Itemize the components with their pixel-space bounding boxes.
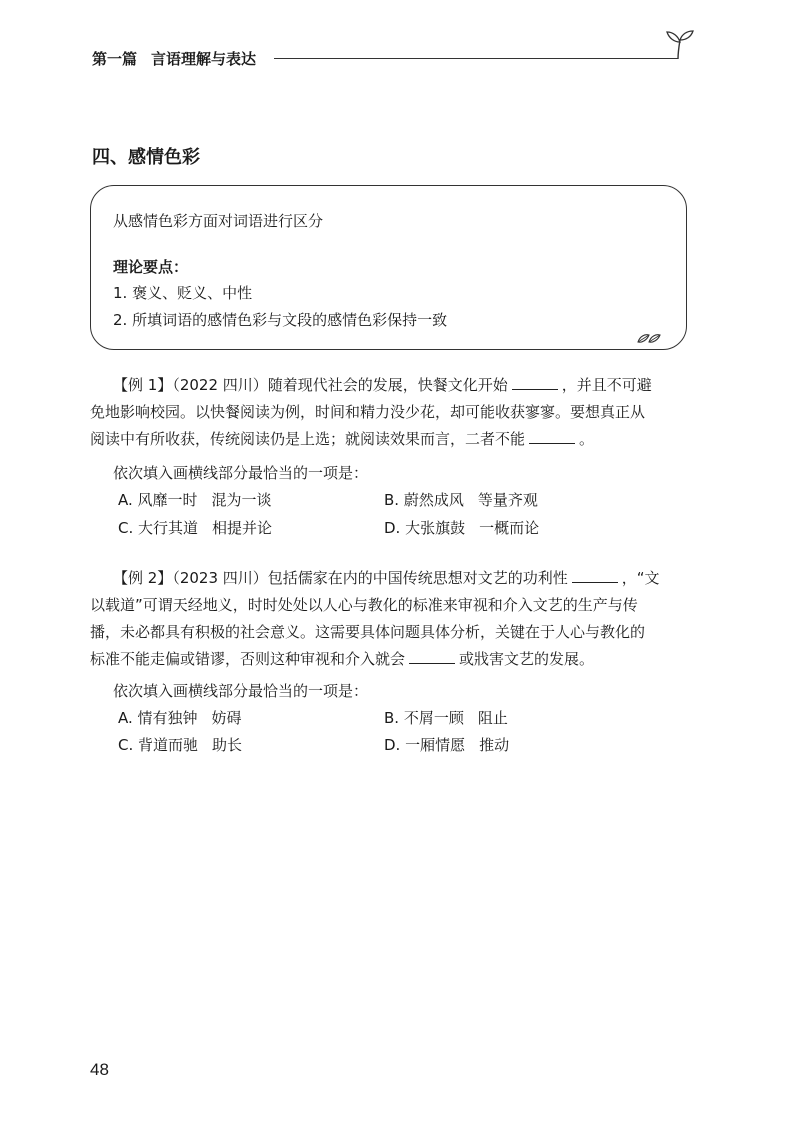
- box-subtitle: 理论要点：: [113, 258, 189, 276]
- leaf-ornament-icon: [636, 332, 664, 346]
- page-number: 48: [90, 1060, 109, 1079]
- stem-text: ，并且不可避: [561, 376, 652, 394]
- option-word2: 混为一谈: [211, 491, 272, 509]
- option-word1: C. 背道而驰: [118, 736, 199, 754]
- running-header: [92, 48, 256, 69]
- stem-text: 包括儒家在内的中国传统思想对文艺的功利性: [267, 569, 568, 587]
- option-d[interactable]: [384, 734, 509, 755]
- header-rule: [274, 58, 678, 59]
- header-part: 第一篇: [92, 50, 138, 68]
- option-word1: C. 大行其道: [118, 519, 199, 537]
- stem-text: 播，未必都具有积极的社会意义。这需要具体问题具体分析，关键在于人心与教化的: [90, 623, 646, 641]
- option-word2: 一概而论: [479, 519, 540, 537]
- fill-blank: [512, 373, 558, 390]
- question-source: （2023 四川）: [172, 569, 268, 587]
- option-d[interactable]: [384, 517, 539, 538]
- stem-text: 。: [579, 430, 595, 448]
- option-word2: 妨碍: [211, 709, 242, 727]
- option-word2: 相提并论: [212, 519, 273, 537]
- option-c[interactable]: [118, 517, 272, 538]
- option-word1: D. 一厢情愿: [384, 736, 466, 754]
- stem-text: 以载道”可谓天经地义，时时处处以人心与教化的标准来审视和介入文艺的生产与传: [90, 596, 638, 614]
- fill-blank: [529, 427, 575, 444]
- question-tag: 【例 2】: [113, 569, 173, 587]
- question-tag: 【例 1】: [113, 376, 173, 394]
- section-title: 四、感情色彩: [92, 147, 200, 168]
- option-word1: A. 风靡一时: [118, 491, 198, 509]
- stem-text: 随着现代社会的发展，快餐文化开始: [267, 376, 508, 394]
- option-a[interactable]: [118, 707, 242, 728]
- option-word1: D. 大张旗鼓: [384, 519, 466, 537]
- option-word1: B. 蔚然成风: [384, 491, 464, 509]
- option-b[interactable]: [384, 707, 508, 728]
- option-a[interactable]: [118, 489, 272, 510]
- question-2-stem: [90, 565, 693, 673]
- question-prompt: 依次填入画横线部分最恰当的一项是：: [113, 682, 369, 700]
- stem-line: [90, 646, 693, 673]
- option-word2: 助长: [212, 736, 243, 754]
- stem-text: 免地影响校园。以快餐阅读为例，时间和精力没少花，却可能收获寥寥。要想真正从: [90, 403, 646, 421]
- stem-text: 阅读中有所收获，传统阅读仍是上选；就阅读效果而言，二者不能: [90, 430, 526, 448]
- box-item: 2. 所填词语的感情色彩与文段的感情色彩保持一致: [113, 311, 448, 329]
- box-title: 从感情色彩方面对词语进行区分: [113, 212, 324, 230]
- question-source: （2022 四川）: [172, 376, 268, 394]
- stem-text: 或戕害文艺的发展。: [459, 650, 595, 668]
- stem-text: 标准不能走偏或错谬，否则这种审视和介入就会: [90, 650, 406, 668]
- option-c[interactable]: [118, 734, 242, 755]
- sprout-icon: [662, 28, 696, 60]
- stem-line: [90, 426, 693, 453]
- option-word1: B. 不屑一顾: [384, 709, 464, 727]
- question-prompt: 依次填入画横线部分最恰当的一项是：: [113, 464, 369, 482]
- option-b[interactable]: [384, 489, 538, 510]
- fill-blank: [409, 647, 455, 664]
- option-word1: A. 情有独钟: [118, 709, 198, 727]
- option-word2: 等量齐观: [477, 491, 538, 509]
- header-title: 言语理解与表达: [151, 50, 257, 68]
- box-item: 1. 褒义、贬义、中性: [113, 284, 253, 302]
- option-word2: 推动: [479, 736, 510, 754]
- fill-blank: [572, 566, 618, 583]
- stem-text: ，“文: [621, 569, 660, 587]
- question-1-stem: [90, 372, 693, 453]
- option-word2: 阻止: [477, 709, 508, 727]
